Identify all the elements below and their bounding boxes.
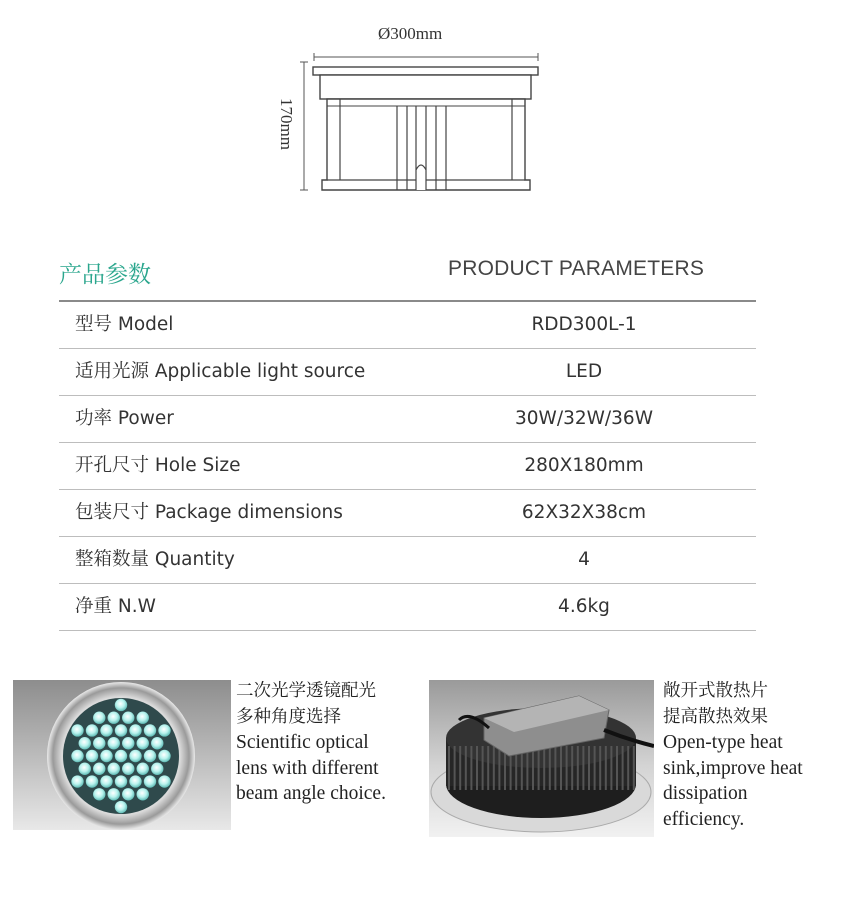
- led-dot: [137, 737, 149, 749]
- led-dot: [115, 801, 127, 813]
- led-dot: [108, 788, 120, 800]
- led-dot: [93, 763, 105, 775]
- led-dot: [158, 724, 170, 736]
- led-dot: [122, 712, 134, 724]
- led-dot: [100, 750, 112, 762]
- diameter-label: Ø300mm: [378, 24, 443, 43]
- parameter-table: [59, 300, 756, 631]
- led-dot: [129, 724, 141, 736]
- product-drawing: [270, 20, 560, 200]
- height-label: 170mm: [277, 98, 296, 150]
- heatsink-photo: [429, 680, 654, 837]
- lens-en-line1: Scientific optical: [236, 732, 369, 753]
- led-dot: [108, 737, 120, 749]
- led-dot: [129, 750, 141, 762]
- param-value: 280X180mm: [524, 455, 644, 476]
- param-label: 开孔尺寸 Hole Size: [75, 455, 241, 476]
- led-dot: [86, 724, 98, 736]
- led-dot: [137, 712, 149, 724]
- heatsink-feature-text: [663, 679, 803, 832]
- param-row-hole-size: [59, 443, 756, 490]
- led-dot: [122, 763, 134, 775]
- led-dot: [151, 763, 163, 775]
- heatsink-en-line3: dissipation: [663, 783, 748, 804]
- param-value: 30W/32W/36W: [515, 408, 653, 429]
- param-row-model: [59, 302, 756, 349]
- lens-en-line2: lens with different: [236, 757, 379, 779]
- param-label: 型号 Model: [75, 314, 174, 335]
- led-dot: [100, 724, 112, 736]
- param-label: 包装尺寸 Package dimensions: [75, 502, 343, 523]
- led-dot: [122, 737, 134, 749]
- section-title-cn: 产品参数: [59, 262, 151, 288]
- param-label: 净重 N.W: [75, 596, 156, 617]
- led-dot: [122, 788, 134, 800]
- led-dot: [129, 775, 141, 787]
- param-value: 62X32X38cm: [521, 502, 647, 523]
- heatsink-illustration: [429, 680, 654, 837]
- led-dot: [115, 775, 127, 787]
- led-dot: [79, 737, 91, 749]
- led-dot: [144, 724, 156, 736]
- led-dot: [71, 775, 83, 787]
- led-dot: [79, 763, 91, 775]
- led-dot: [144, 750, 156, 762]
- led-dot: [100, 775, 112, 787]
- param-value: LED: [565, 361, 603, 382]
- param-row-power: [59, 396, 756, 443]
- led-dot: [158, 750, 170, 762]
- led-dot: [93, 712, 105, 724]
- led-dot: [71, 750, 83, 762]
- lens-feature-text: [236, 679, 386, 807]
- led-dot: [93, 788, 105, 800]
- led-dot: [115, 699, 127, 711]
- led-dot: [158, 775, 170, 787]
- led-dot: [108, 712, 120, 724]
- param-row-net-weight: [59, 584, 756, 631]
- led-dot: [86, 775, 98, 787]
- heatsink-en-line4: efficiency.: [663, 808, 745, 830]
- param-label: 整箱数量 Quantity: [75, 549, 235, 570]
- led-lens-illustration: [13, 680, 231, 830]
- param-row-package: [59, 490, 756, 537]
- lens-en-line3: beam angle choice.: [236, 783, 386, 804]
- lens-photo: [13, 680, 231, 830]
- heatsink-cn-line2: 提高散热效果: [663, 706, 768, 727]
- heatsink-cn-line1: 敞开式散热片: [663, 681, 768, 701]
- lens-cn-line1: 二次光学透镜配光: [236, 681, 376, 701]
- param-value: 4: [578, 549, 590, 570]
- led-dot: [115, 750, 127, 762]
- led-dot: [93, 737, 105, 749]
- heatsink-en-line2: sink,improve heat: [663, 757, 803, 779]
- section-title-en: PRODUCT PARAMETERS: [448, 257, 705, 280]
- led-dot: [137, 788, 149, 800]
- heatsink-en-line1: Open-type heat: [663, 732, 783, 753]
- led-dot: [71, 724, 83, 736]
- led-dot: [115, 724, 127, 736]
- param-row-quantity: [59, 537, 756, 584]
- param-value: RDD300L-1: [531, 314, 637, 335]
- led-dot: [151, 737, 163, 749]
- lamp-outline-drawing: [270, 20, 560, 200]
- led-dot: [108, 763, 120, 775]
- param-label: 功率 Power: [75, 408, 174, 429]
- led-dot: [86, 750, 98, 762]
- led-dot: [137, 763, 149, 775]
- param-label: 适用光源 Applicable light source: [75, 361, 366, 382]
- lens-cn-line2: 多种角度选择: [236, 706, 341, 727]
- param-row-light-source: [59, 349, 756, 396]
- led-dot: [144, 775, 156, 787]
- param-value: 4.6kg: [558, 596, 610, 617]
